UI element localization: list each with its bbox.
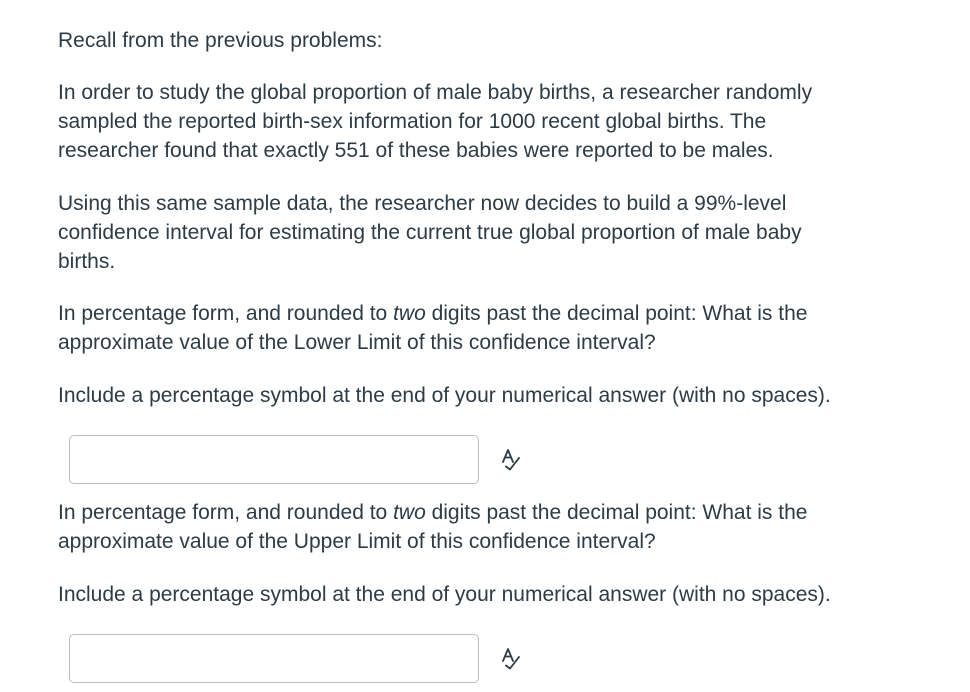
instruction-text: Include a percentage symbol at the end of your numerical answer (with no spaces). xyxy=(58,583,831,606)
question-text: digits past the decimal point: What is the xyxy=(425,302,808,325)
scenario-line: In order to study the global proportion of male baby births, a researcher randomly xyxy=(58,81,813,104)
question-line xyxy=(58,498,948,527)
question-text: In percentage form, and rounded to xyxy=(58,501,394,524)
instruction-text: Include a percentage symbol at the end of your numerical answer (with no spaces). xyxy=(58,384,831,407)
emphasis-text: two xyxy=(393,302,426,325)
scenario-line: sampled the reported birth-sex information for 1000 recent global births. The xyxy=(58,110,767,133)
spellcheck-icon xyxy=(500,447,522,471)
setup-line: Using this same sample data, the researcher now decides to build a 99%-level xyxy=(58,192,787,215)
question-text: digits past the decimal point: What is the xyxy=(425,501,808,524)
question-text: In percentage form, and rounded to xyxy=(58,302,394,325)
upper-limit-answer-input[interactable] xyxy=(69,634,479,683)
setup-line: births. xyxy=(58,250,116,273)
spellcheck-icon xyxy=(500,646,522,670)
setup-line: confidence interval for estimating the current true global proportion of male baby xyxy=(58,221,802,244)
question-line xyxy=(58,299,948,328)
question-line: approximate value of the Upper Limit of this confidence interval? xyxy=(58,530,656,553)
lower-limit-answer-input[interactable] xyxy=(69,435,479,484)
scenario-line: researcher found that exactly 551 of these babies were reported to be males. xyxy=(58,139,774,162)
intro-text: Recall from the previous problems: xyxy=(58,29,383,52)
question-line: approximate value of the Lower Limit of this confidence interval? xyxy=(58,331,656,354)
emphasis-text: two xyxy=(393,501,426,524)
